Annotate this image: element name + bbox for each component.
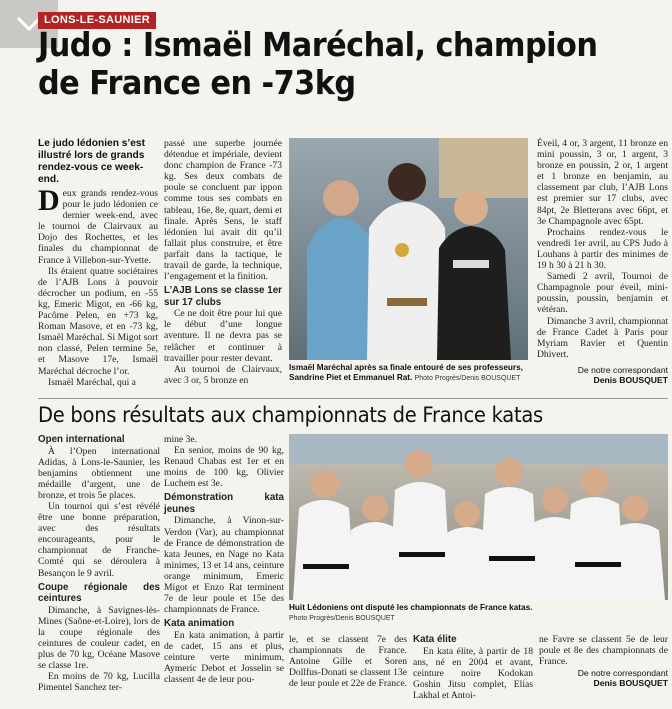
paragraph: Dimanche 3 avril, championnat de France Cadet à Paris pour Myriam Ravier et Quentin Dhivert. (537, 315, 668, 360)
subheading: Kata élite (413, 634, 457, 645)
photo-champion (289, 138, 528, 360)
article1-column-2 (164, 138, 282, 386)
signature-label: De notre correspondant (577, 668, 668, 678)
photo-team-image (289, 434, 668, 600)
article2-column-5 (539, 634, 668, 667)
paragraph: Ils étaient quatre sociétaires de l’AJB Lons à pouvoir décrocher un podium, en -55 kg, Emeric Migot, en -66 kg, Pacôme Pelen, en +73 kg, Roman Masove, et en -73 kg, Ismaël Maréchal. Si Migot sort non classé, Pelen termine 5e, et Masove 17e, Ismaël Maréchal décroche l’or. (38, 265, 158, 377)
paragraph: le, et se classent 7e des championnats de France. Antoine Gille et Soren Dollfus-Donati se classent 13e de leur poule et 22e de France. (289, 634, 408, 690)
article2-column-3 (289, 634, 407, 689)
paragraph: Un tournoi qui s’est révélé être une bonne préparation, avec des résultats encourageants, pour le championnat de Franche-Comté qui se déroulera à Besançon le 9 avril. (38, 500, 160, 579)
subheading: Démonstration kata jeunes (164, 492, 284, 515)
signature-2 (539, 668, 668, 688)
signature-label: De notre correspondant (577, 365, 668, 375)
subheading: Kata animation (164, 618, 235, 630)
article2-column-4 (413, 634, 533, 701)
article2-headline: De bons résultats aux championnats de France katas (38, 403, 543, 427)
article2-column-1 (38, 434, 160, 693)
subheading: L’AJB Lons se classe 1er sur 17 clubs (164, 285, 282, 308)
paragraph: Prochains rendez-vous le vendredi 1er avril, au CPS Judo à Louhans à partir des minimes de 19 h 30 à 21 h 30. (537, 226, 668, 272)
signature-name: Denis BOUSQUET (593, 678, 668, 689)
divider (38, 398, 668, 399)
paragraph: passé une superbe journée détendue et impériale, devient donc champion de France -73 kg. Ses deux combats de poule se concluent par ippon comme tous ses combats en tableau, 16e, 8e, quart, demi et finale. Après Sens, le staff lédonien lui avait dit qu’il fallait plus construire, et être parfait dans la tactique, le travail de garde, la technique, l’engagement et la finition. (164, 138, 283, 283)
article2-column-2 (164, 434, 284, 685)
paragraph: En kata animation, à partir de cadet, 15 ans et plus, ceinture verte minimum, Aymeric Debot et Josselin se classent 4e de leur pou- (164, 629, 284, 686)
paragraph: eux grands rendez-vous pour le judo lédonien ce dernier week-end, avec le tournoi de Clairvaux au Dojo des Rochettes, et les finales du championnat de France à Villebon-sur-Yvette. (38, 188, 158, 266)
photo-credit: Photo Progrès/Denis BOUSQUET (414, 375, 521, 382)
photo-team (289, 434, 668, 600)
photo-caption-2 (289, 603, 668, 624)
paragraph: Éveil, 4 or, 3 argent, 11 bronze en mini poussin, 3 or, 1 argent, 3 bronze en poussin, 2 or, 1 argent et 1 bronze en benjamin, au classement par club, l’AJB Lons est premier sur 17 clubs, avec 84pt, 2e Bletterans avec 66pt, et 3e Champagnole avec 65pt. (537, 138, 668, 227)
paragraph: En moins de 70 kg, Lucilla Pimentel Sanchez ter- (38, 671, 160, 694)
paragraph: À l’Open international Adidas, à Lons-le-Saunier, les benjamins obtiennent une médaille d’argent, une de bronze, et trois 5e places. (38, 445, 160, 501)
article1-column-3 (537, 138, 668, 360)
subheading: Coupe régionale des ceintures (38, 581, 160, 605)
caption-text: Ismaël Maréchal après sa finale entouré de ses professeurs, Sandrine Piet et Emmanuel Rat. (289, 363, 523, 382)
signature-name: Denis BOUSQUET (593, 375, 668, 386)
article-lead: Le judo lédonien s’est illustré lors de grands rendez-vous ce week-end. (38, 138, 145, 185)
photo-credit: Photo Progrès/Denis BOUSQUET (289, 615, 395, 622)
paragraph: En kata élite, à partir de 18 ans, né en 2004 et avant, ceinture noire Kodokan Goshin Jitsu complet, Elias Lakhal et Antoi- (413, 645, 533, 701)
photo-caption (289, 363, 529, 384)
paragraph: Ce ne doit être pour lui que le début d’une longue aventure. Il ne devra pas se relâcher et continuer à travailler pour rester devant. (164, 308, 282, 364)
section-kicker: LONS-LE-SAUNIER (38, 12, 156, 29)
article-headline: Judo : Ismaël Maréchal, champion de France en -73kg (38, 25, 598, 102)
dropcap: D (38, 184, 60, 217)
photo-champion-image (289, 138, 528, 360)
article1-column-1 (38, 184, 158, 388)
paragraph: Ismaël Maréchal, qui a (48, 376, 136, 388)
subheading: Open international (38, 434, 125, 445)
signature (537, 365, 668, 385)
paragraph: Dimanche, à Vinon-sur-Verdon (Var), au championnat de France de démonstration de kata Jeunes, en Nage no Kata minimes, 13 et 14 ans, ceinture orange minimum, Emeric Migot et Enzo Rat terminent 7e de leur poule et 15e des championnats de France. (164, 515, 284, 616)
paragraph: En senior, moins de 90 kg, Renaud Chabas est 1er et en moins de 100 kg, Olivier Luchem est 3e. (164, 445, 284, 490)
paragraph: ne Favre se classent 5e de leur poule et 8e des championnats de France. (539, 634, 668, 668)
caption-text: Huit Lédoniens ont disputé les championnats de France katas. (289, 603, 533, 612)
paragraph: mine 3e. (164, 434, 198, 445)
paragraph: Samedi 2 avril, Tournoi de Champagnole pour éveil, mini-poussin, poussin, benjamin et vétéran. (537, 271, 668, 316)
paragraph: Au tournoi de Clairvaux, avec 3 or, 5 bronze en (164, 363, 282, 386)
paragraph: Dimanche, à Savignes-lès-Mines (Saône-et-Loire), lors de la coupe régionale des ceintures de couleur cadet, en plus de 70 kg, Océane Masove se classe 1re. (38, 604, 160, 672)
